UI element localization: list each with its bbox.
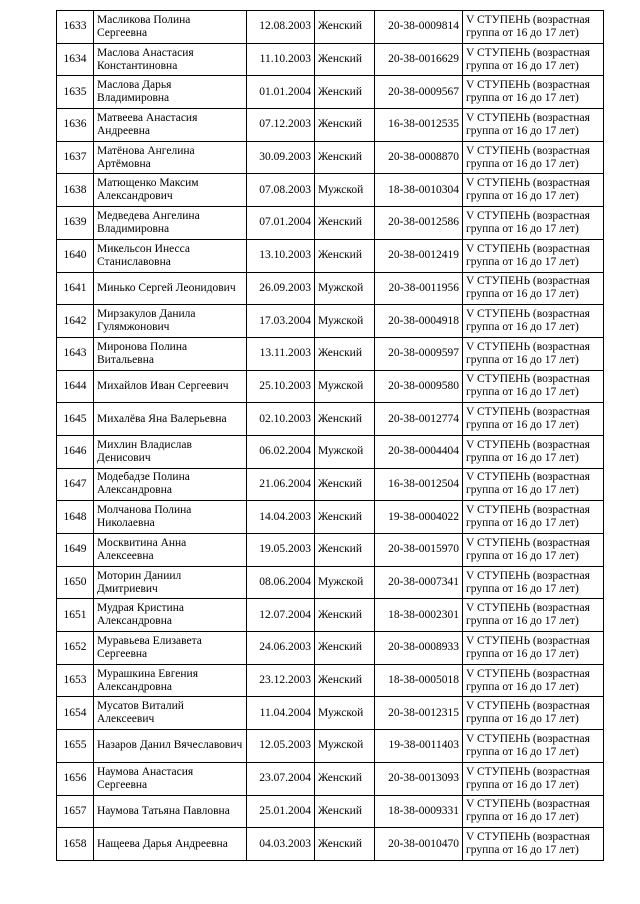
age-group-label: группа от 16 до 17 лет) <box>466 745 579 758</box>
participant-name: Матёнова Ангелина Артёмовна <box>94 141 247 174</box>
stage-cell <box>463 239 604 272</box>
stage-label: V СТУПЕНЬ (возрастная <box>466 667 590 680</box>
gender: Женский <box>315 632 375 665</box>
participant-name: Михлин Владислав Денисович <box>94 435 247 468</box>
table-row <box>57 828 604 861</box>
participant-name: Молчанова Полина Николаевна <box>94 501 247 534</box>
birth-date: 01.01.2004 <box>247 76 315 109</box>
table-row <box>57 534 604 567</box>
participant-name: Михалёва Яна Валерьевна <box>94 403 247 436</box>
gender: Мужской <box>315 174 375 207</box>
row-number: 1643 <box>57 337 94 370</box>
birth-date: 23.12.2003 <box>247 664 315 697</box>
birth-date: 13.11.2003 <box>247 337 315 370</box>
stage-label: V СТУПЕНЬ (возрастная <box>466 504 590 517</box>
participant-id: 20-38-0012586 <box>375 207 463 240</box>
participant-id: 16-38-0012504 <box>375 468 463 501</box>
birth-date: 11.04.2004 <box>247 697 315 730</box>
row-number: 1647 <box>57 468 94 501</box>
participant-name: Миронова Полина Витальевна <box>94 337 247 370</box>
participant-name: Матющенко Максим Александрович <box>94 174 247 207</box>
stage-cell <box>463 207 604 240</box>
table-row <box>57 435 604 468</box>
participant-name: Мусатов Виталий Алексеевич <box>94 697 247 730</box>
age-group-label: группа от 16 до 17 лет) <box>466 451 579 464</box>
age-group-label: группа от 16 до 17 лет) <box>466 26 579 39</box>
participant-id: 20-38-0009597 <box>375 337 463 370</box>
participant-name: Муравьева Елизавета Сергеевна <box>94 632 247 665</box>
gender: Женский <box>315 599 375 632</box>
registry-table-body <box>57 11 604 861</box>
stage-label: V СТУПЕНЬ (возрастная <box>466 111 590 124</box>
gender: Женский <box>315 11 375 44</box>
stage-label: V СТУПЕНЬ (возрастная <box>466 634 590 647</box>
gender: Мужской <box>315 435 375 468</box>
stage-cell <box>463 828 604 861</box>
row-number: 1644 <box>57 370 94 403</box>
age-group-label: группа от 16 до 17 лет) <box>466 680 579 693</box>
table-row <box>57 566 604 599</box>
stage-cell <box>463 501 604 534</box>
participant-id: 18-38-0009331 <box>375 795 463 828</box>
stage-label: V СТУПЕНЬ (возрастная <box>466 536 590 549</box>
row-number: 1658 <box>57 828 94 861</box>
stage-label: V СТУПЕНЬ (возрастная <box>466 700 590 713</box>
gender: Женский <box>315 534 375 567</box>
participant-name: Наумова Татьяна Павловна <box>94 795 247 828</box>
gender: Женский <box>315 337 375 370</box>
stage-label: V СТУПЕНЬ (возрастная <box>466 242 590 255</box>
participant-id: 20-38-0009814 <box>375 11 463 44</box>
participant-id: 20-38-0011956 <box>375 272 463 305</box>
stage-label: V СТУПЕНЬ (возрастная <box>466 831 590 844</box>
table-row <box>57 403 604 436</box>
table-row <box>57 239 604 272</box>
stage-label: V СТУПЕНЬ (возрастная <box>466 275 590 288</box>
table-row <box>57 207 604 240</box>
stage-cell <box>463 11 604 44</box>
participant-id: 20-38-0013093 <box>375 762 463 795</box>
row-number: 1636 <box>57 109 94 142</box>
stage-label: V СТУПЕНЬ (возрастная <box>466 209 590 222</box>
stage-cell <box>463 697 604 730</box>
row-number: 1633 <box>57 11 94 44</box>
participant-id: 18-38-0005018 <box>375 664 463 697</box>
stage-cell <box>463 174 604 207</box>
birth-date: 07.01.2004 <box>247 207 315 240</box>
stage-label: V СТУПЕНЬ (возрастная <box>466 471 590 484</box>
participant-id: 20-38-0009580 <box>375 370 463 403</box>
table-row <box>57 599 604 632</box>
birth-date: 23.07.2004 <box>247 762 315 795</box>
birth-date: 02.10.2003 <box>247 403 315 436</box>
stage-label: V СТУПЕНЬ (возрастная <box>466 308 590 321</box>
participant-name: Минько Сергей Леонидович <box>94 272 247 305</box>
gender: Женский <box>315 664 375 697</box>
gender: Мужской <box>315 566 375 599</box>
birth-date: 12.07.2004 <box>247 599 315 632</box>
gender: Женский <box>315 239 375 272</box>
table-row <box>57 795 604 828</box>
row-number: 1652 <box>57 632 94 665</box>
stage-label: V СТУПЕНЬ (возрастная <box>466 373 590 386</box>
age-group-label: группа от 16 до 17 лет) <box>466 811 579 824</box>
table-row <box>57 762 604 795</box>
participant-id: 20-38-0004918 <box>375 305 463 338</box>
gender: Женский <box>315 468 375 501</box>
row-number: 1646 <box>57 435 94 468</box>
gender: Женский <box>315 141 375 174</box>
stage-label: V СТУПЕНЬ (возрастная <box>466 602 590 615</box>
birth-date: 07.12.2003 <box>247 109 315 142</box>
participant-id: 20-38-0012315 <box>375 697 463 730</box>
row-number: 1635 <box>57 76 94 109</box>
birth-date: 24.06.2003 <box>247 632 315 665</box>
participant-id: 20-38-0010470 <box>375 828 463 861</box>
row-number: 1641 <box>57 272 94 305</box>
birth-date: 14.04.2003 <box>247 501 315 534</box>
birth-date: 12.05.2003 <box>247 730 315 763</box>
participant-name: Модебадзе Полина Александровна <box>94 468 247 501</box>
participant-name: Мудрая Кристина Александровна <box>94 599 247 632</box>
row-number: 1642 <box>57 305 94 338</box>
stage-cell <box>463 795 604 828</box>
table-row <box>57 664 604 697</box>
participant-id: 18-38-0010304 <box>375 174 463 207</box>
age-group-label: группа от 16 до 17 лет) <box>466 59 579 72</box>
table-row <box>57 141 604 174</box>
age-group-label: группа от 16 до 17 лет) <box>466 778 579 791</box>
stage-label: V СТУПЕНЬ (возрастная <box>466 13 590 26</box>
birth-date: 04.03.2003 <box>247 828 315 861</box>
gender: Женский <box>315 403 375 436</box>
stage-cell <box>463 632 604 665</box>
participant-id: 20-38-0008933 <box>375 632 463 665</box>
stage-label: V СТУПЕНЬ (возрастная <box>466 177 590 190</box>
gender: Женский <box>315 501 375 534</box>
row-number: 1650 <box>57 566 94 599</box>
gender: Женский <box>315 828 375 861</box>
participant-name: Маслова Дарья Владимировна <box>94 76 247 109</box>
birth-date: 17.03.2004 <box>247 305 315 338</box>
participant-name: Наумова Анастасия Сергеевна <box>94 762 247 795</box>
age-group-label: группа от 16 до 17 лет) <box>466 288 579 301</box>
row-number: 1654 <box>57 697 94 730</box>
birth-date: 08.06.2004 <box>247 566 315 599</box>
birth-date: 11.10.2003 <box>247 43 315 76</box>
participant-id: 20-38-0008870 <box>375 141 463 174</box>
participant-id: 20-38-0004404 <box>375 435 463 468</box>
table-row <box>57 109 604 142</box>
table-row <box>57 370 604 403</box>
table-row <box>57 305 604 338</box>
age-group-label: группа от 16 до 17 лет) <box>466 517 579 530</box>
age-group-label: группа от 16 до 17 лет) <box>466 615 579 628</box>
table-row <box>57 632 604 665</box>
stage-label: V СТУПЕНЬ (возрастная <box>466 79 590 92</box>
age-group-label: группа от 16 до 17 лет) <box>466 321 579 334</box>
row-number: 1639 <box>57 207 94 240</box>
age-group-label: группа от 16 до 17 лет) <box>466 92 579 105</box>
table-row <box>57 11 604 44</box>
stage-cell <box>463 109 604 142</box>
gender: Мужской <box>315 730 375 763</box>
participant-id: 20-38-0012419 <box>375 239 463 272</box>
age-group-label: группа от 16 до 17 лет) <box>466 124 579 137</box>
participant-name: Москвитина Анна Алексеевна <box>94 534 247 567</box>
participant-name: Микельсон Инесса Станиславовна <box>94 239 247 272</box>
stage-cell <box>463 43 604 76</box>
participant-id: 18-38-0002301 <box>375 599 463 632</box>
participant-name: Мурашкина Евгения Александровна <box>94 664 247 697</box>
birth-date: 25.10.2003 <box>247 370 315 403</box>
age-group-label: группа от 16 до 17 лет) <box>466 255 579 268</box>
participant-id: 20-38-0009567 <box>375 76 463 109</box>
age-group-label: группа от 16 до 17 лет) <box>466 713 579 726</box>
participant-id: 20-38-0015970 <box>375 534 463 567</box>
age-group-label: группа от 16 до 17 лет) <box>466 386 579 399</box>
table-row <box>57 730 604 763</box>
gender: Женский <box>315 109 375 142</box>
row-number: 1637 <box>57 141 94 174</box>
stage-label: V СТУПЕНЬ (возрастная <box>466 406 590 419</box>
registry-table <box>56 10 604 861</box>
participant-id: 20-38-0016629 <box>375 43 463 76</box>
birth-date: 06.02.2004 <box>247 435 315 468</box>
age-group-label: группа от 16 до 17 лет) <box>466 353 579 366</box>
birth-date: 19.05.2003 <box>247 534 315 567</box>
stage-label: V СТУПЕНЬ (возрастная <box>466 765 590 778</box>
gender: Мужской <box>315 272 375 305</box>
stage-cell <box>463 599 604 632</box>
participant-name: Матвеева Анастасия Андреевна <box>94 109 247 142</box>
age-group-label: группа от 16 до 17 лет) <box>466 190 579 203</box>
table-row <box>57 697 604 730</box>
stage-label: V СТУПЕНЬ (возрастная <box>466 438 590 451</box>
age-group-label: группа от 16 до 17 лет) <box>466 157 579 170</box>
gender: Женский <box>315 76 375 109</box>
gender: Мужской <box>315 697 375 730</box>
birth-date: 26.09.2003 <box>247 272 315 305</box>
participant-id: 19-38-0011403 <box>375 730 463 763</box>
table-row <box>57 272 604 305</box>
participant-name: Масликова Полина Сергеевна <box>94 11 247 44</box>
age-group-label: группа от 16 до 17 лет) <box>466 844 579 857</box>
participant-id: 20-38-0007341 <box>375 566 463 599</box>
age-group-label: группа от 16 до 17 лет) <box>466 549 579 562</box>
row-number: 1653 <box>57 664 94 697</box>
stage-cell <box>463 664 604 697</box>
table-row <box>57 501 604 534</box>
table-row <box>57 43 604 76</box>
table-row <box>57 468 604 501</box>
age-group-label: группа от 16 до 17 лет) <box>466 419 579 432</box>
participant-name: Нащеева Дарья Андреевна <box>94 828 247 861</box>
age-group-label: группа от 16 до 17 лет) <box>466 484 579 497</box>
gender: Женский <box>315 43 375 76</box>
stage-cell <box>463 534 604 567</box>
participant-name: Мирзакулов Данила Гулямжонович <box>94 305 247 338</box>
gender: Мужской <box>315 305 375 338</box>
stage-label: V СТУПЕНЬ (возрастная <box>466 732 590 745</box>
participant-id: 19-38-0004022 <box>375 501 463 534</box>
age-group-label: группа от 16 до 17 лет) <box>466 647 579 660</box>
birth-date: 25.01.2004 <box>247 795 315 828</box>
birth-date: 12.08.2003 <box>247 11 315 44</box>
age-group-label: группа от 16 до 17 лет) <box>466 222 579 235</box>
stage-cell <box>463 141 604 174</box>
participant-id: 20-38-0012774 <box>375 403 463 436</box>
participant-name: Назаров Данил Вячеславович <box>94 730 247 763</box>
stage-label: V СТУПЕНЬ (возрастная <box>466 569 590 582</box>
stage-cell <box>463 305 604 338</box>
table-row <box>57 76 604 109</box>
row-number: 1645 <box>57 403 94 436</box>
gender: Женский <box>315 207 375 240</box>
birth-date: 30.09.2003 <box>247 141 315 174</box>
gender: Женский <box>315 795 375 828</box>
stage-cell <box>463 730 604 763</box>
stage-cell <box>463 468 604 501</box>
stage-cell <box>463 762 604 795</box>
stage-cell <box>463 403 604 436</box>
row-number: 1655 <box>57 730 94 763</box>
stage-cell <box>463 370 604 403</box>
row-number: 1634 <box>57 43 94 76</box>
participant-name: Моторин Даниил Дмитриевич <box>94 566 247 599</box>
birth-date: 13.10.2003 <box>247 239 315 272</box>
stage-cell <box>463 76 604 109</box>
age-group-label: группа от 16 до 17 лет) <box>466 582 579 595</box>
stage-cell <box>463 566 604 599</box>
birth-date: 07.08.2003 <box>247 174 315 207</box>
stage-label: V СТУПЕНЬ (возрастная <box>466 144 590 157</box>
row-number: 1651 <box>57 599 94 632</box>
stage-label: V СТУПЕНЬ (возрастная <box>466 340 590 353</box>
table-row <box>57 174 604 207</box>
gender: Женский <box>315 762 375 795</box>
stage-cell <box>463 337 604 370</box>
birth-date: 21.06.2004 <box>247 468 315 501</box>
row-number: 1640 <box>57 239 94 272</box>
row-number: 1648 <box>57 501 94 534</box>
participant-name: Маслова Анастасия Константиновна <box>94 43 247 76</box>
row-number: 1649 <box>57 534 94 567</box>
participant-name: Медведева Ангелина Владимировна <box>94 207 247 240</box>
gender: Мужской <box>315 370 375 403</box>
stage-cell <box>463 435 604 468</box>
stage-cell <box>463 272 604 305</box>
row-number: 1656 <box>57 762 94 795</box>
stage-label: V СТУПЕНЬ (возрастная <box>466 798 590 811</box>
stage-label: V СТУПЕНЬ (возрастная <box>466 46 590 59</box>
participant-name: Михайлов Иван Сергеевич <box>94 370 247 403</box>
row-number: 1657 <box>57 795 94 828</box>
table-row <box>57 337 604 370</box>
row-number: 1638 <box>57 174 94 207</box>
participant-id: 16-38-0012535 <box>375 109 463 142</box>
